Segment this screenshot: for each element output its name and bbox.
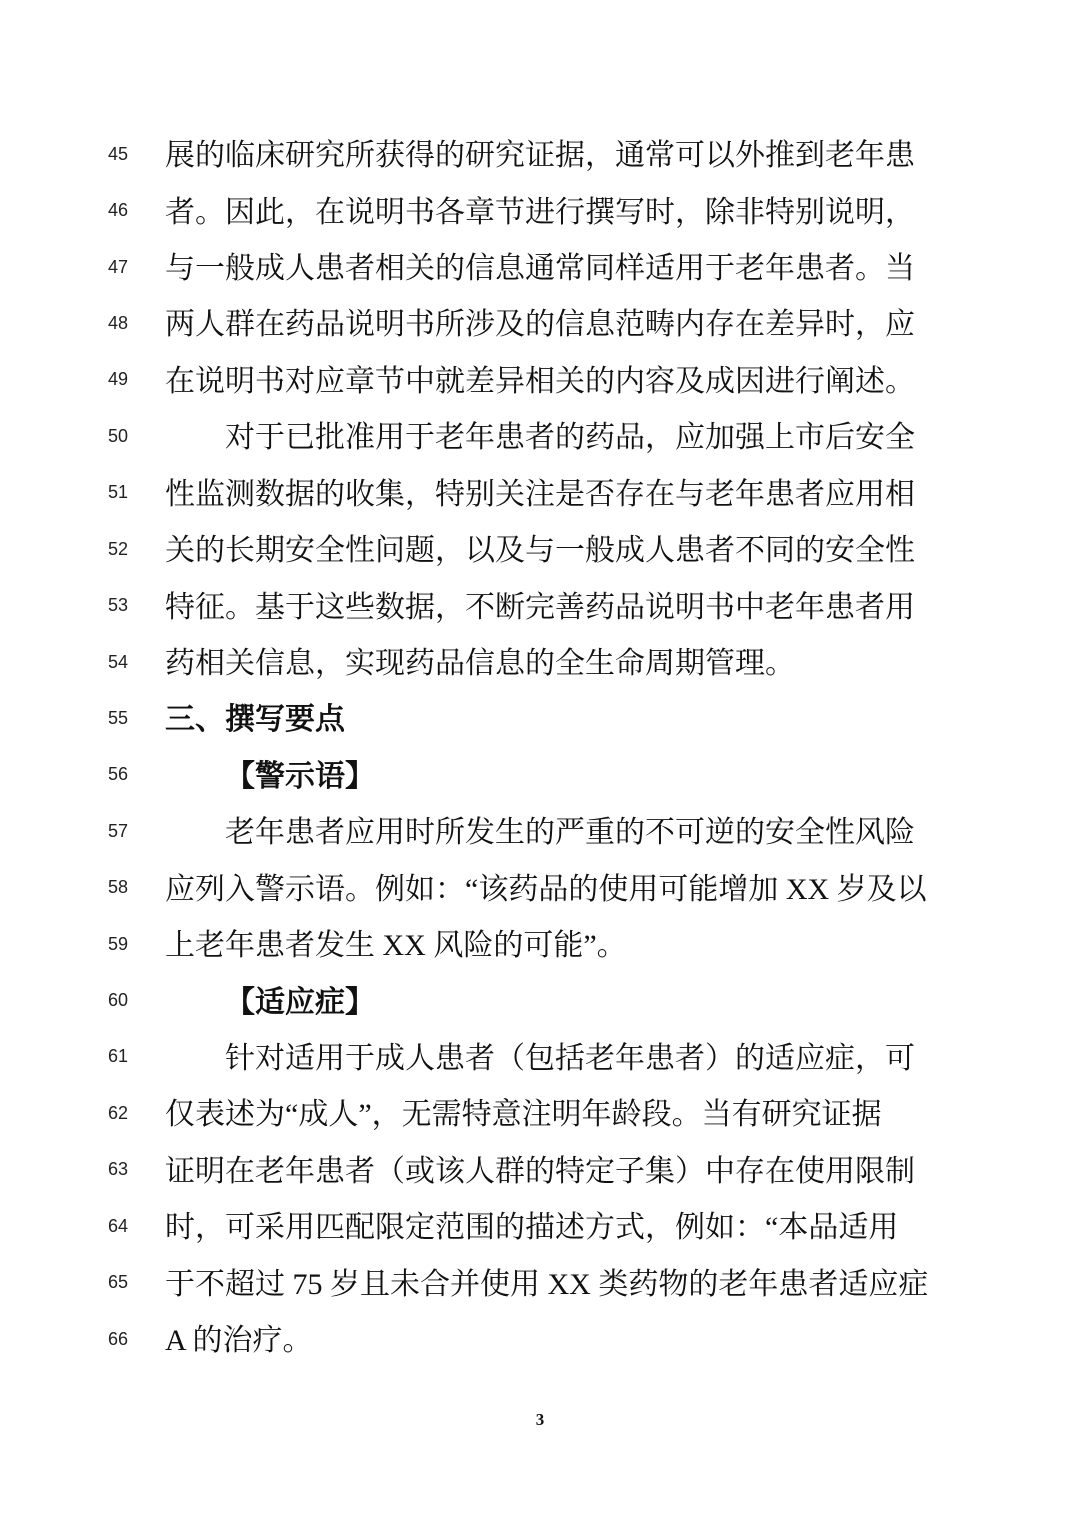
line-52 [0,519,1080,575]
line-49 [0,350,1080,406]
line-45 [0,124,1080,180]
line-text: 性监测数据的收集，特别关注是否存在与老年患者应用相 [165,477,915,511]
line-59 [0,914,1080,970]
line-66 [0,1309,1080,1365]
line-text: 应列入警示语。例如：“该药品的使用可能增加 XX 岁及以 [165,872,927,906]
line-56 [0,745,1080,801]
page-number: 3 [535,1410,545,1429]
line-text: A 的治疗。 [165,1324,313,1358]
paragraph-start-text: 针对适用于成人患者（包括老年患者）的适应症，可 [225,1041,915,1075]
line-number: 52 [108,538,129,559]
line-60 [0,970,1080,1026]
line-text: 两人群在药品说明书所涉及的信息范畴内存在差异时，应 [165,308,915,342]
line-50 [0,406,1080,462]
line-number: 58 [108,877,129,898]
paragraph-start-text: 老年患者应用时所发生的严重的不可逆的安全性风险 [225,816,915,850]
line-text: 者。因此，在说明书各章节进行撰写时，除非特别说明， [165,195,915,229]
line-number: 64 [108,1215,129,1236]
line-number: 48 [108,312,129,333]
line-number: 61 [108,1046,129,1067]
line-number: 54 [108,651,129,672]
line-46 [0,180,1080,236]
line-text: 时，可采用匹配限定范围的描述方式，例如：“本品适用 [165,1211,899,1245]
line-text: 于不超过 75 岁且未合并使用 XX 类药物的老年患者适应症 [165,1267,929,1301]
line-text: 药相关信息，实现药品信息的全生命周期管理。 [165,647,795,680]
line-text: 特征。基于这些数据，不断完善药品说明书中老年患者用 [165,590,915,624]
line-51 [0,463,1080,519]
document-body [0,124,1080,1365]
line-text: 证明在老年患者（或该人群的特定子集）中存在使用限制 [165,1154,915,1188]
line-47 [0,237,1080,293]
line-number: 60 [108,990,129,1011]
line-number: 55 [108,707,129,728]
line-number: 51 [108,482,129,503]
line-65 [0,1252,1080,1308]
line-number: 62 [108,1102,129,1123]
line-number: 65 [108,1272,129,1293]
line-number: 63 [108,1159,129,1180]
line-text: 上老年患者发生 XX 风险的可能”。 [165,929,627,963]
line-61 [0,1027,1080,1083]
line-number: 66 [108,1328,129,1349]
subsection-heading-warning: 【警示语】 [225,758,375,794]
line-text: 关的长期安全性问题，以及与一般成人患者不同的安全性 [165,534,915,568]
line-54 [0,632,1080,688]
line-number: 53 [108,595,129,616]
line-number: 59 [108,933,129,954]
line-57 [0,801,1080,857]
line-number: 49 [108,369,129,390]
line-text: 在说明书对应章节中就差异相关的内容及成因进行阐述。 [165,364,915,398]
line-number: 47 [108,256,129,277]
subsection-heading-indications: 【适应症】 [225,984,375,1020]
line-55 [0,688,1080,744]
line-text: 仅表述为“成人”，无需特意注明年龄段。当有研究证据 [165,1098,882,1132]
line-64 [0,1196,1080,1252]
line-number: 46 [108,200,129,221]
line-text: 展的临床研究所获得的研究证据，通常可以外推到老年患 [165,139,915,173]
line-58 [0,857,1080,913]
line-53 [0,575,1080,631]
line-62 [0,1083,1080,1139]
paragraph-start-text: 对于已批准用于老年患者的药品，应加强上市后安全 [225,421,915,455]
line-number: 45 [108,143,129,164]
line-text: 与一般成人患者相关的信息通常同样适用于老年患者。当 [165,252,915,286]
section-heading: 三、撰写要点 [165,702,345,738]
line-number: 56 [108,764,129,785]
line-63 [0,1140,1080,1196]
line-number: 57 [108,820,129,841]
line-number: 50 [108,425,129,446]
line-48 [0,293,1080,349]
